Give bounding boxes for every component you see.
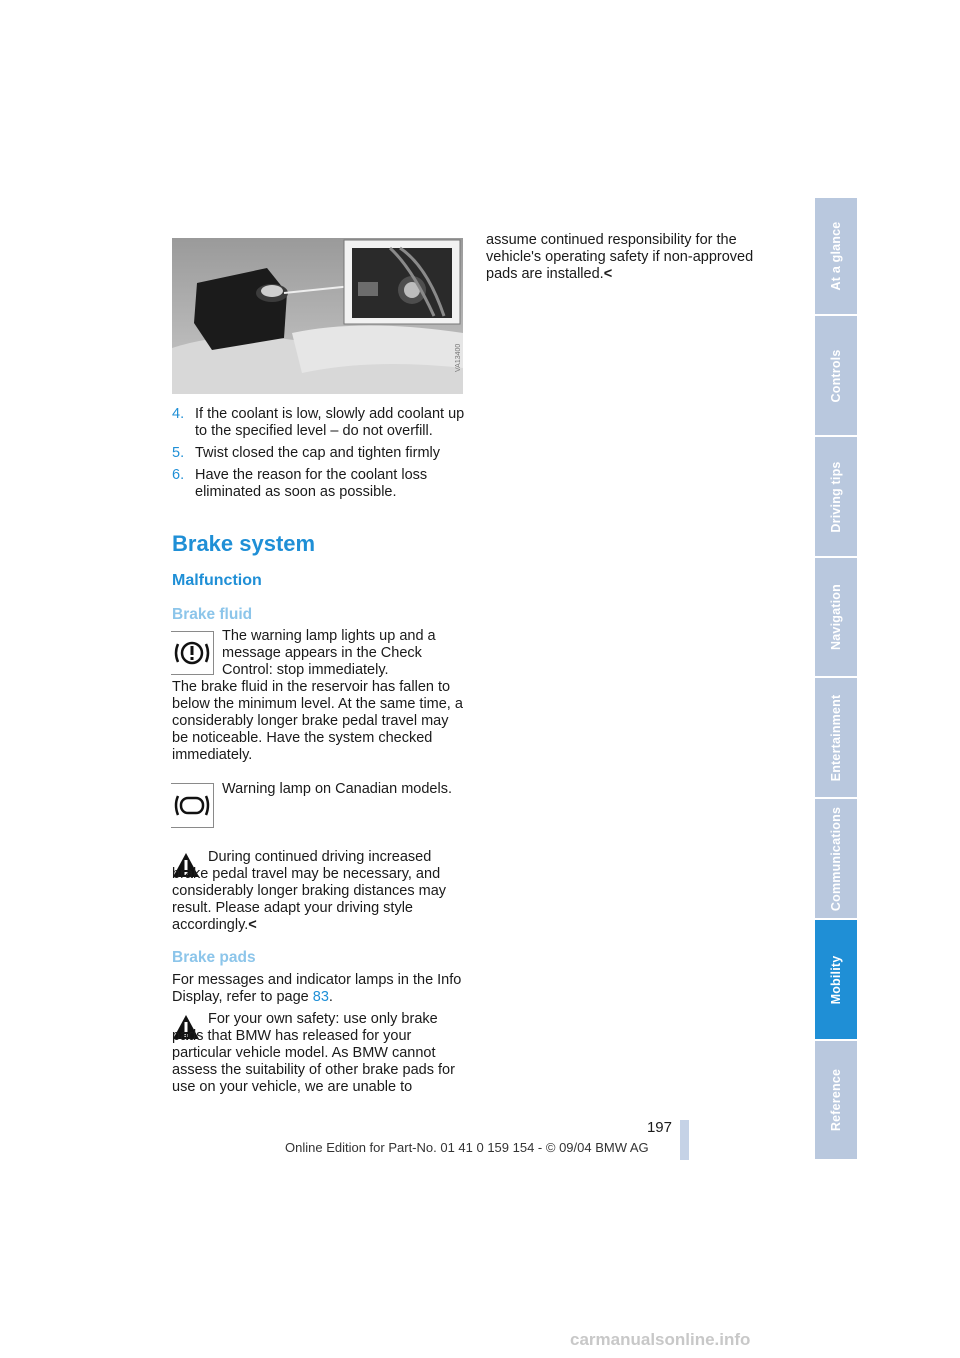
end-mark: < <box>248 917 257 933</box>
section-title: Brake system <box>172 531 316 556</box>
tab-navigation[interactable]: Navigation <box>815 558 857 676</box>
brake-fluid-lamp-text: The warning lamp lights up and a message appears in the Check Control: stop immediately. <box>222 628 436 678</box>
tab-at-a-glance[interactable]: At a glance <box>815 198 857 314</box>
page-number: 197 <box>646 1119 672 1136</box>
brake-pads-ref: For messages and indicator lamps in the Info Display, refer to page 83. <box>172 972 462 1005</box>
tab-controls[interactable]: Controls <box>815 316 857 435</box>
brake-fluid-heading: Brake fluid <box>172 606 253 623</box>
canadian-lamp-text: Warning lamp on Canadian models. <box>222 781 452 797</box>
page-number-bar <box>680 1120 689 1160</box>
step-6 <box>172 467 472 503</box>
step-4 <box>172 406 472 442</box>
end-mark: < <box>603 266 613 282</box>
footer-text: Online Edition for Part-No. 01 41 0 159 154 - © 09/04 BMW AG <box>285 1140 649 1155</box>
ref-text: For messages and indicator lamps in the Info Display, refer to page <box>172 972 462 1005</box>
tab-communications[interactable]: Communications <box>815 799 857 918</box>
step-text: If the coolant is low, slowly add coolant up to the specified level – do not overfill. <box>195 406 465 439</box>
continued-text: assume continued responsibility for the vehicle's operating safety if non-approved pads are installed. <box>486 232 754 282</box>
watermark: carmanualsonline.info <box>570 1330 751 1349</box>
step-number: 6. <box>172 467 185 483</box>
warning-text: During continued driving increased brake pedal travel may be necessary, and considerably longer braking distances may result. Please adapt your driving style accordingly. <box>172 849 447 933</box>
step-text: Twist closed the cap and tighten firmly <box>195 445 441 461</box>
step-text: Have the reason for the coolant loss eliminated as soon as possible. <box>195 467 428 500</box>
image-code: VA13400 <box>455 343 462 372</box>
brake-fluid-warning <box>172 849 465 934</box>
canadian-warning-lamp-box <box>171 783 214 828</box>
page-ref-link[interactable]: 83 <box>312 989 329 1005</box>
tab-reference[interactable]: Reference <box>815 1041 857 1159</box>
brake-pads-warning-continued <box>486 232 781 283</box>
malfunction-heading: Malfunction <box>172 572 262 589</box>
brake-warning-icon <box>171 632 213 674</box>
step-number: 4. <box>172 406 185 422</box>
coolant-reservoir-photo <box>172 238 463 394</box>
brake-fluid-body: The brake fluid in the reservoir has fallen to below the minimum level. At the same time, a considerably longer brake pedal travel may be noticeable. Have the system checked immediately. <box>172 679 463 763</box>
step-number: 5. <box>172 445 185 461</box>
brake-warning-canadian-icon <box>171 784 213 827</box>
brake-pads-warning: For your own safety: use only brake pads that BMW has released for your particular vehicle model. As BMW cannot assess the suitability of other brake pads for use on your vehicle, we are unable to <box>172 1011 455 1095</box>
tab-driving-tips[interactable]: Driving tips <box>815 437 857 556</box>
tab-entertainment[interactable]: Entertainment <box>815 678 857 797</box>
brake-pads-heading: Brake pads <box>172 949 256 966</box>
brake-warning-lamp-box <box>171 631 214 675</box>
tab-mobility[interactable]: Mobility <box>815 920 857 1039</box>
step-5 <box>172 445 472 463</box>
